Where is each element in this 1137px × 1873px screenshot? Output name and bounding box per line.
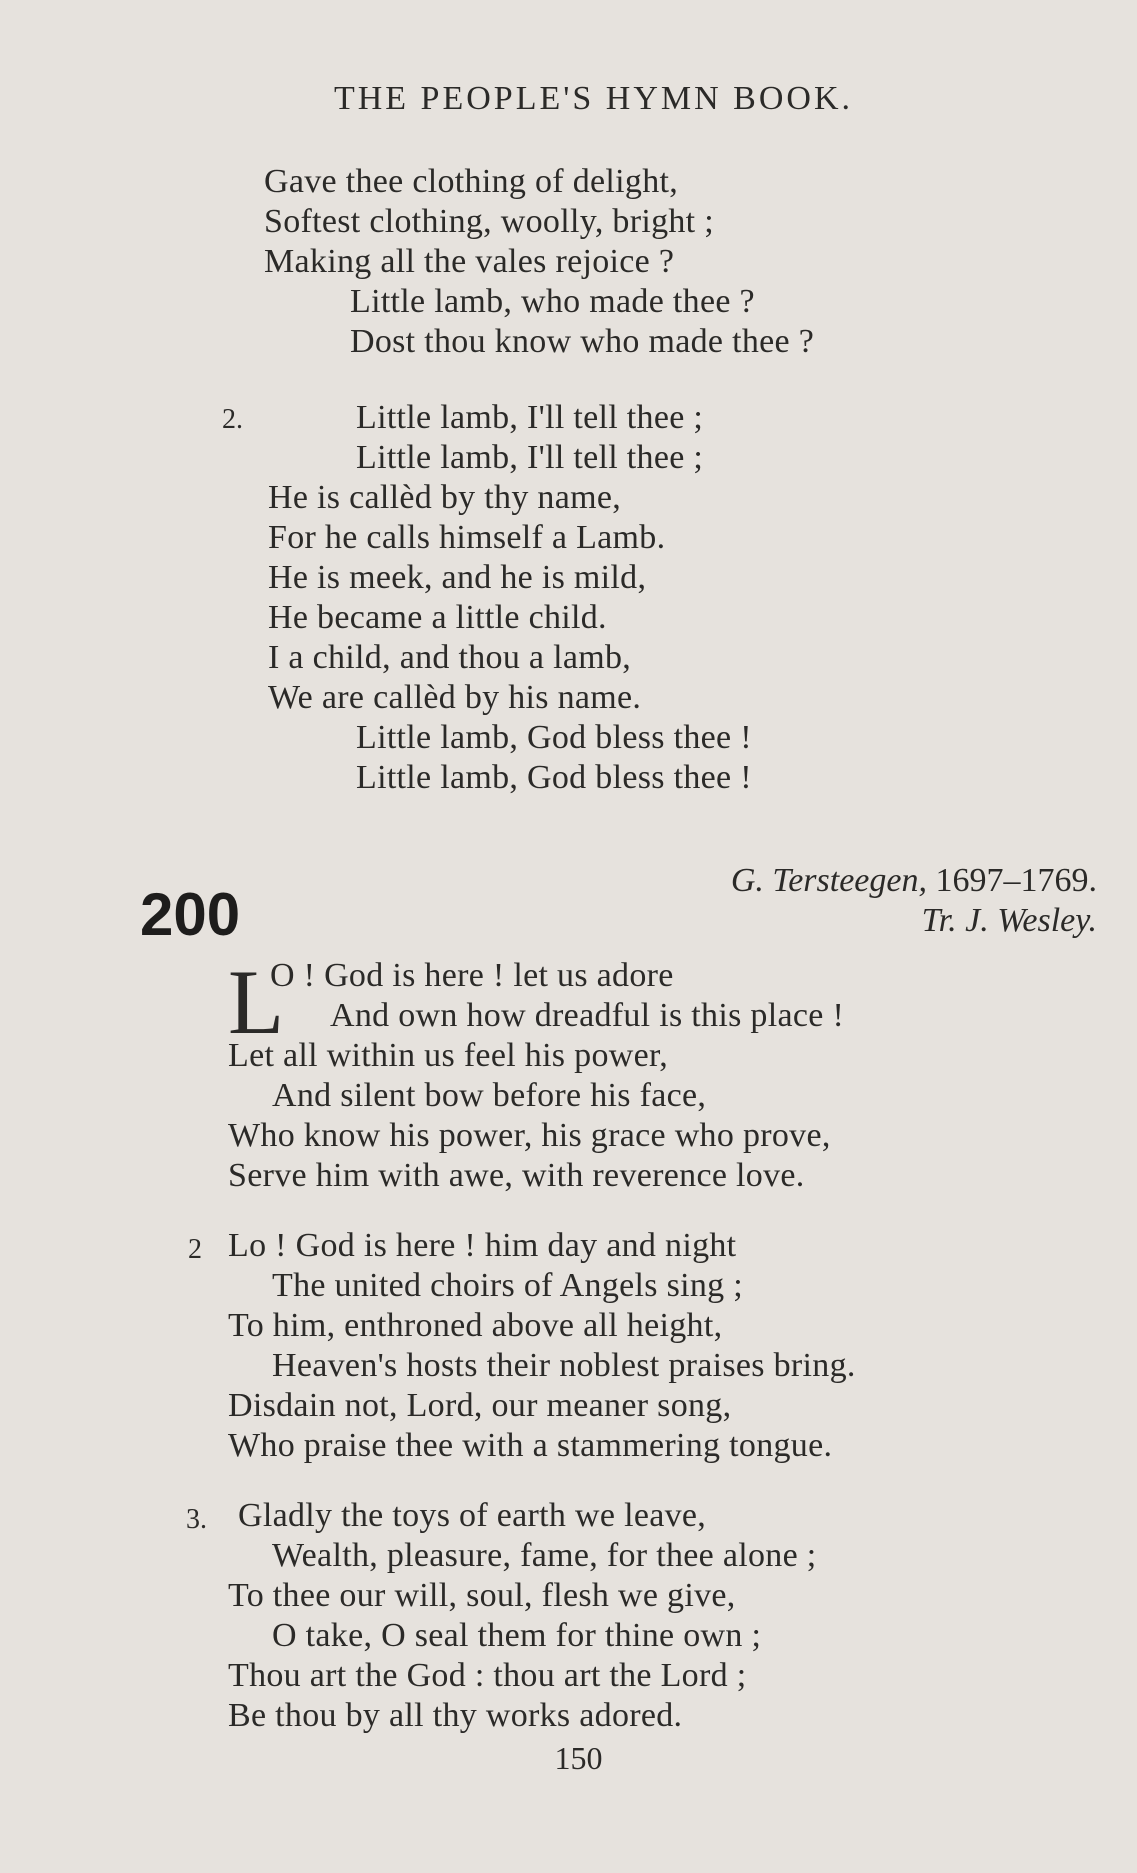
author-attribution: [731, 862, 1097, 900]
verse-line: We are callèd by his name.: [268, 679, 642, 716]
verse-line: Who know his power, his grace who prove,: [228, 1117, 831, 1154]
verse-line: For he calls himself a Lamb.: [268, 519, 666, 556]
verse-line: He became a little child.: [268, 599, 607, 636]
author-name: G. Tersteegen,: [730, 862, 927, 899]
hymn-number: 200: [140, 881, 241, 948]
verse-line: Let all within us feel his power,: [228, 1037, 669, 1074]
verse-number: 3.: [186, 1504, 207, 1535]
page-number: 150: [554, 1740, 603, 1776]
refrain-line: Little lamb, who made thee ?: [350, 283, 755, 320]
translator-attribution: Tr. J. Wesley.: [921, 902, 1097, 939]
verse-line: I a child, and thou a lamb,: [268, 639, 632, 676]
verse-line: O ! God is here ! let us adore: [270, 957, 674, 994]
verse-line: Gave thee clothing of delight,: [264, 163, 679, 200]
verse-line: The united choirs of Angels sing ;: [272, 1267, 744, 1304]
verse-line: Wealth, pleasure, fame, for thee alone ;: [272, 1537, 817, 1574]
verse-line: Who praise thee with a stammering tongue.: [228, 1427, 833, 1464]
verse-number: 2: [188, 1234, 202, 1265]
refrain-line: Dost thou know who made thee ?: [350, 323, 815, 360]
verse-number: 2.: [222, 404, 243, 435]
verse-line: Softest clothing, woolly, bright ;: [264, 203, 714, 240]
verse-line: Serve him with awe, with reverence love.: [228, 1157, 805, 1194]
verse-line: Gladly the toys of earth we leave,: [238, 1497, 707, 1534]
author-dates: 1697–1769.: [935, 862, 1097, 899]
running-header: THE PEOPLE'S HYMN BOOK.: [333, 80, 854, 117]
verse-line: And own how dreadful is this place !: [330, 997, 845, 1034]
verse-line: To thee our will, soul, flesh we give,: [228, 1577, 736, 1614]
verse-line: He is callèd by thy name,: [268, 479, 622, 516]
drop-cap: L: [228, 951, 285, 1053]
verse-line: Disdain not, Lord, our meaner song,: [228, 1387, 732, 1424]
verse-line: Thou art the God : thou art the Lord ;: [228, 1657, 747, 1694]
verse-line: And silent bow before his face,: [272, 1077, 707, 1114]
verse-line: He is meek, and he is mild,: [268, 559, 647, 596]
verse-line: Lo ! God is here ! him day and night: [228, 1227, 737, 1264]
refrain-line: Little lamb, God bless thee !: [356, 759, 752, 796]
refrain-line: Little lamb, I'll tell thee ;: [356, 399, 704, 436]
verse-line: Heaven's hosts their noblest praises bring.: [272, 1347, 856, 1384]
verse-line: O take, O seal them for thine own ;: [272, 1617, 762, 1654]
verse-line: Be thou by all thy works adored.: [228, 1697, 683, 1734]
verse-line: Making all the vales rejoice ?: [264, 243, 675, 280]
verse-line: To him, enthroned above all height,: [228, 1307, 723, 1344]
refrain-line: Little lamb, God bless thee !: [356, 719, 752, 756]
refrain-line: Little lamb, I'll tell thee ;: [356, 439, 704, 476]
